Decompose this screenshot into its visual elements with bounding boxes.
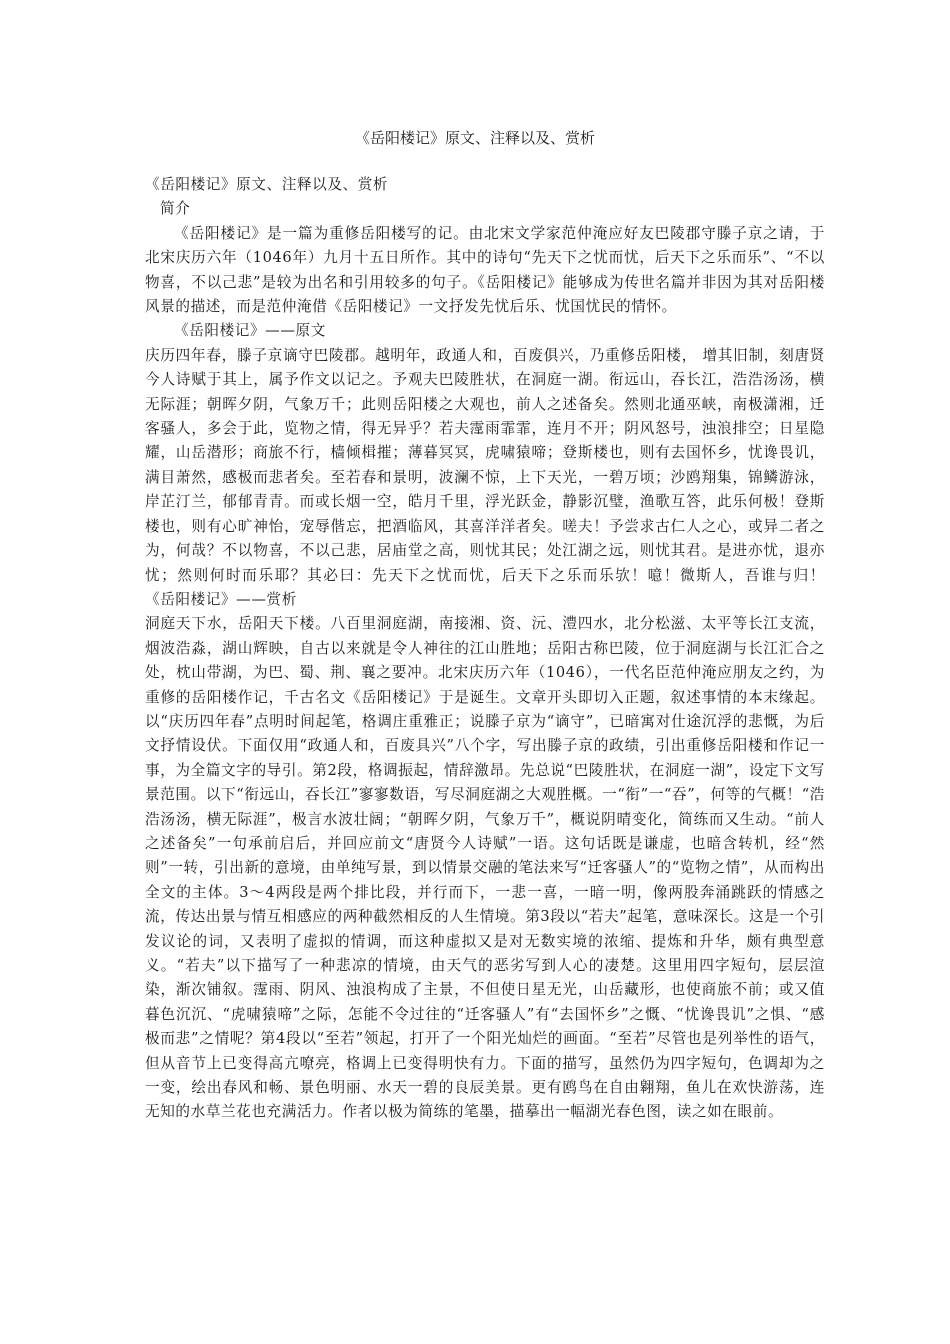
original-label: 《岳阳楼记》——原文 xyxy=(174,322,326,340)
appreciation-paragraph: 洞庭天下水，岳阳天下楼。八百里洞庭湖，南接湘、资、沅、澧四水，北分松滋、太平等长江支流，烟波浩淼，湖山辉映，自古以来就是令人神往的江山胜地；岳阳古称巴陵，位于洞庭湖与长江汇合之处，枕山带湖，为巴、蜀、荆、襄之要冲。北宋庆历六年（1046），一代名臣范仲淹应朋友之约，为重修的岳阳楼作记，千古名文《岳阳楼记》于是诞生。文章开头即切入正题，叙述事情的本末缘起。以“庆历四年春”点明时间起笔，格调庄重雅正；说滕子京为“谪守”，已暗寓对仕途沉浮的悲慨，为后文抒情设伏。下面仅用“政通人和，百废具兴”八个字，写出滕子京的政绩，引出重修岳阳楼和作记一事，为全篇文字的导引。第2段，格调振起，情辞激昂。先总说“巴陵胜状，在洞庭一湖”，设定下文写景范围。以下“衔远山，吞长江”寥寥数语，写尽洞庭湖之大观胜概。一“衔”一“吞”，何等的气概！“浩浩汤汤，横无际涯”，极言水波壮阔；“朝晖夕阴，气象万千”，概说阴晴变化，简练而又生动。“前人之述备矣”一句承前启后，并回应前文“唐贤今人诗赋”一语。这句话既是谦虚，也暗含转机，经“然则”一转，引出新的意境，由单纯写景，到以情景交融的笔法来写“迁客骚人”的“览物之情”，从而构出全文的主体。3～4两段是两个排比段，并行而下，一悲一喜，一暗一明，像两股奔涌跳跃的情感之流，传达出景与情互相感应的两种截然相反的人生情境。第3段以“若夫”起笔，意味深长。这是一个引发议论的词，又表明了虚拟的情调，而这种虚拟又是对无数实境的浓缩、提炼和升华，颇有典型意义。“若夫”以下描写了一种悲凉的情境，由天气的恶劣写到人心的凄楚。这里用四字短句，层层渲染，渐次铺叙。霪雨、阴风、浊浪构成了主景，不但使日星无光，山岳藏形，也使商旅不前；或又值暮色沉沉、“虎啸猿啼”之际，怎能不令过往的“迁客骚人”有“去国怀乡”之慨、“忧谗畏讥”之惧、“感极而悲”之情呢？第4段以“至若”领起，打开了一个阳光灿烂的画面。“至若”尽管也是列举性的语气，但从音节上已变得高亢嘹亮，格调上已变得明快有力。下面的描写，虽然仍为四字短句，色调却为之一变，绘出春风和畅、景色明丽、水天一碧的良辰美景。更有鸥鸟在自由翱翔，鱼儿在欢快游荡，连无知的水草兰花也充满活力。作者以极为简练的笔墨，描摹出一幅湖光春色图，读之如在眼前。 xyxy=(145,615,825,1121)
original-paragraph: 庆历四年春，滕子京谪守巴陵郡。越明年，政通人和，百废俱兴，乃重修岳阳楼， 增其旧制，刻唐贤今人诗赋于其上，属予作文以记之。予观夫巴陵胜状，在洞庭一湖。衔远山，吞长江，浩浩汤汤，横无际涯；朝晖夕阴，气象万千；此则岳阳楼之大观也，前人之述备矣。然则北通巫峡，南极潇湘，迁客骚人，多会于此，览物之情，得无异乎？若夫霪雨霏霏，连月不开；阴风怒号，浊浪排空；日星隐耀，山岳潜形；商旅不行，樯倾楫摧；薄暮冥冥，虎啸猿啼；登斯楼也，则有去国怀乡，忧谗畏讥，满目萧然，感极而悲者矣。至若春和景明，波澜不惊，上下天光，一碧万顷；沙鸥翔集，锦鳞游泳，岸芷汀兰，郁郁青青。而或长烟一空，皓月千里，浮光跃金，静影沉璧，渔歌互答，此乐何极！登斯楼也，则有心旷神怡，宠辱偕忘，把酒临风，其喜洋洋者矣。嗟夫！予尝求古仁人之心，或异二者之为，何哉？不以物喜，不以己悲，居庙堂之高，则忧其民；处江湖之远，则忧其君。是进亦忧，退亦忧；然则何时而乐耶？其必曰：先天下之忧而忧，后天下之乐而乐欤！噫！微斯人，吾谁与归！ xyxy=(145,346,825,584)
document-body xyxy=(145,173,825,1125)
intro-paragraph: 《岳阳楼记》是一篇为重修岳阳楼写的记。由北宋文学家范仲淹应好友巴陵郡守滕子京之请，于北宋庆历六年（1046年）九月十五日所作。其中的诗句“先天下之忧而忧，后天下之乐而乐”、“不以物喜，不以己悲”是较为出名和引用较多的句子。《岳阳楼记》能够成为传世名篇并非因为其对岳阳楼风景的描述，而是范仲淹借《岳阳楼记》一文抒发先忧后乐、忧国忧民的情怀。 xyxy=(145,224,825,316)
original-text xyxy=(145,344,825,612)
intro-label: 简介 xyxy=(160,200,191,218)
appreciation-label: 《岳阳楼记》——赏析 xyxy=(145,590,297,608)
document-heading: 《岳阳楼记》原文、注释以及、赏析 xyxy=(145,176,389,193)
page-title: 《岳阳楼记》原文、注释以及、赏析 xyxy=(354,129,595,147)
